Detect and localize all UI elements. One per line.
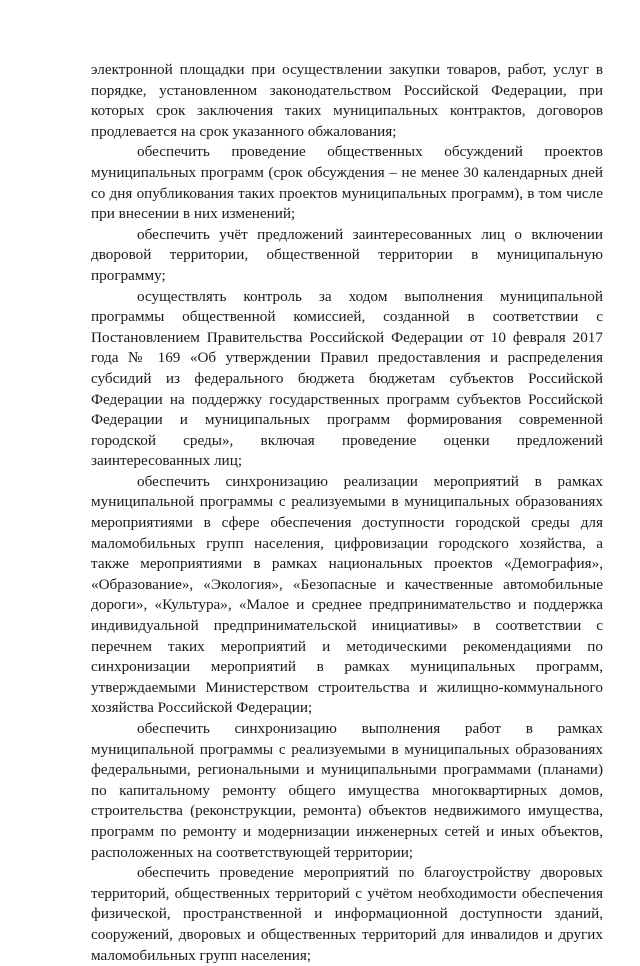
paragraph-1: электронной площадки при осуществлении закупки товаров, работ, услуг в порядке, установленном законодательством Российской Федерации, при которых срок заключения таких муниципальных контрактов, договоров продлевается на срок указанного обжалования; [91, 61, 603, 140]
paragraph-4: осуществлять контроль за ходом выполнения муниципальной программы общественной комиссией, созданной в соответствии с Постановлением Правительства Российской Федерации от 10 февраля 2017 года № 169 «Об утверждении Правил предоставления и распределения субсидий из федерального бюджета бюджетам субъектов Российской Федерации на поддержку государственных программ субъектов Российской Федерации и муниципальных программ формирования современной городской среды», включая проведение оценки предложений заинтересованных лиц; [91, 287, 603, 470]
paragraph-7: обеспечить проведение мероприятий по благоустройству дворовых территорий, общественных территорий с учётом необходимости обеспечения физической, пространственной и информационной доступности зданий, сооружений, дворовых и общественных территорий для инвалидов и других маломобильных групп населения; [91, 864, 603, 964]
paragraph-2: обеспечить проведение общественных обсуждений проектов муниципальных программ (срок обсуждения – не менее 30 календарных дней со дня опубликования таких проектов муниципальных программ), в том числе при внесении в них изменений; [91, 143, 603, 223]
document-page [91, 60, 603, 966]
paragraph-6: обеспечить синхронизацию выполнения работ в рамках муниципальной программы с реализуемыми в муниципальных образованиях федеральными, региональными и муниципальными программами (планами) по капитальному ремонту общего имущества многоквартирных домов, строительства (реконструкции, ремонта) объектов недвижимого имущества, программ по ремонту и модернизации инженерных сетей и иных объектов, расположенных на соответствующей территории; [91, 720, 603, 861]
paragraph-5: обеспечить синхронизацию реализации мероприятий в рамках муниципальной программы с реализуемыми в муниципальных образованиях мероприятиями в сфере обеспечения доступности городской среды для маломобильных групп населения, цифровизации городского хозяйства, а также мероприятиями в рамках национальных проектов «Демография», «Образование», «Экология», «Безопасные и качественные автомобильные дороги», «Культура», «Малое и среднее предпринимательство и поддержка индивидуальной предпринимательской инициативы» в соответствии с перечнем таких мероприятий и методическими рекомендациями по синхронизации мероприятий в рамках муниципальных программ, утверждаемыми Министерством строительства и жилищно-коммунального хозяйства Российской Федерации; [91, 472, 603, 717]
paragraph-3: обеспечить учёт предложений заинтересованных лиц о включении дворовой территории, общественной территории в муниципальную программу; [91, 225, 603, 284]
